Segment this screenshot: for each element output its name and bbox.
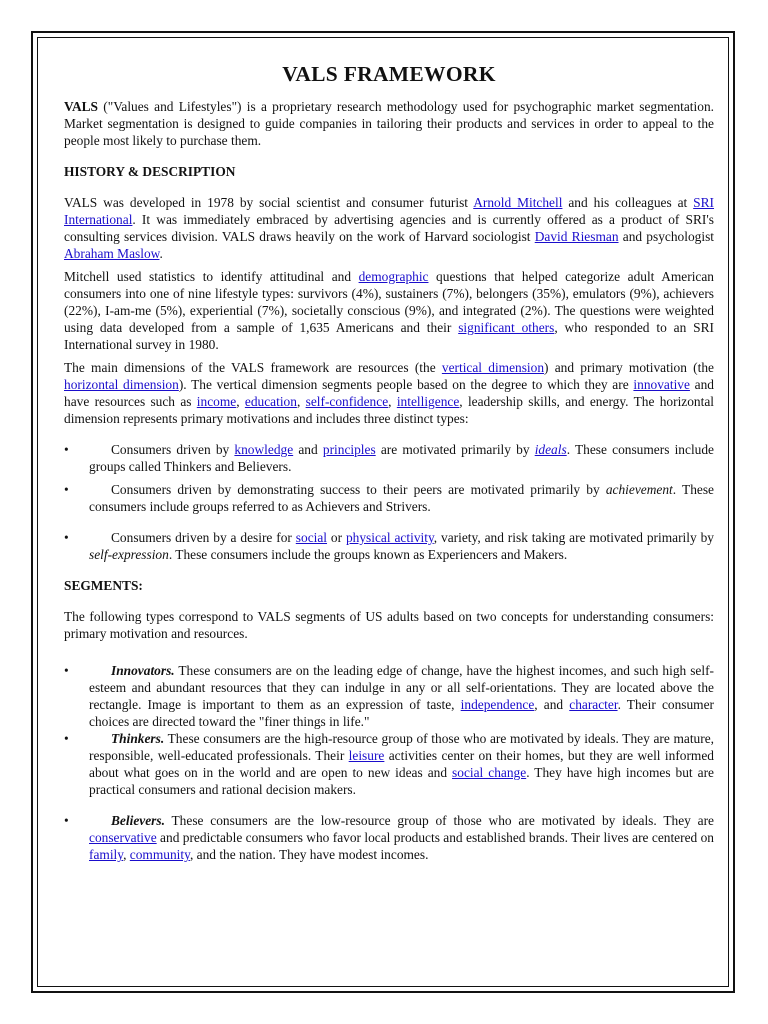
segment-name-innovators: Innovators. xyxy=(111,663,175,678)
link-community[interactable]: community xyxy=(129,847,190,862)
text-run: . These consumers include groups referred to as Achievers and Strivers. xyxy=(89,482,714,514)
text-run: and predictable consumers who favor local products and established brands. Their lives are centered on xyxy=(156,830,714,845)
bullet: • xyxy=(64,530,69,545)
list-item xyxy=(64,441,714,475)
intro-bold-term: VALS xyxy=(64,99,98,114)
link-abraham-maslow[interactable]: Abraham Maslow xyxy=(64,246,160,261)
list-item xyxy=(64,481,714,515)
text-run: These consumers are the low-resource group of those who are motivated by ideals. They are xyxy=(164,813,714,828)
document-title: VALS FRAMEWORK xyxy=(282,62,496,86)
history-paragraph-3 xyxy=(64,359,714,427)
text-run: and psychologist xyxy=(618,229,714,244)
text-run: Consumers driven by a desire for xyxy=(111,530,296,545)
bullet: • xyxy=(64,482,69,497)
text-run: Consumers driven by xyxy=(111,442,235,457)
history-heading: HISTORY & DESCRIPTION xyxy=(64,164,236,179)
link-social[interactable]: social xyxy=(295,530,328,545)
text-run: or xyxy=(327,530,346,545)
text-run: , xyxy=(296,394,306,409)
link-character[interactable]: character xyxy=(569,697,618,712)
segments-intro: The following types correspond to VALS segments of US adults based on two concepts for understanding consumers: primary motivation and resources. xyxy=(64,609,714,641)
text-run: activities center on their homes, but they are well informed about what goes on in the world and are open to new ideas and xyxy=(89,748,714,780)
link-horizontal-dimension[interactable]: horizontal dimension xyxy=(64,377,179,392)
link-education[interactable]: education xyxy=(244,394,297,409)
list-item xyxy=(64,662,714,730)
link-sri-international[interactable]: SRI International xyxy=(64,195,715,227)
text-run: . Their consumer choices are directed toward the "finer things in life." xyxy=(89,697,714,729)
text-run: Mitchell used statistics to identify attitudinal and xyxy=(64,269,359,284)
link-social-change[interactable]: social change xyxy=(452,765,527,780)
text-run: , xyxy=(388,394,397,409)
text-run: . xyxy=(159,246,163,261)
text-run: , leadership skills, and energy. The horizontal dimension represents primary motivations and includes three distinct types: xyxy=(64,394,715,426)
text-run: . These consumers include groups called Thinkers and Believers. xyxy=(89,442,715,474)
document-page xyxy=(64,60,714,863)
emphasis-self-expression: self-expression xyxy=(89,547,169,562)
history-paragraph-1 xyxy=(64,194,714,262)
text-run: The main dimensions of the VALS framework are resources (the xyxy=(64,360,442,375)
text-run: questions that helped categorize adult American consumers into one of nine lifestyle types: survivors (4%), sustainers (7%), belongers (35%), emulators (9%), achievers (22%), I-am-me (5%), experiential (7%), societally conscious (9%), and integrated (2%). The questions were weighted using data developed from a sample of 1,635 Americans and their xyxy=(64,269,714,335)
link-income[interactable]: income xyxy=(196,394,237,409)
text-run: , variety, and risk taking are motivated primarily by xyxy=(433,530,714,545)
text-run: and his colleagues at xyxy=(562,195,694,210)
link-physical-activity[interactable]: physical activity xyxy=(345,530,434,545)
link-innovative[interactable]: innovative xyxy=(633,377,690,392)
text-run: Consumers driven by demonstrating success to their peers are motivated primarily by xyxy=(111,482,606,497)
list-item xyxy=(64,812,714,863)
text-run: , who responded to an SRI International survey in 1980. xyxy=(64,320,714,352)
text-run: VALS was developed in 1978 by social scientist and consumer futurist xyxy=(64,195,474,210)
link-demographic[interactable]: demographic xyxy=(358,269,429,284)
link-family[interactable]: family xyxy=(89,847,124,862)
list-item xyxy=(64,529,714,563)
segments-list xyxy=(64,662,714,863)
link-arnold-mitchell[interactable]: Arnold Mitchell xyxy=(473,195,563,210)
text-run: . These consumers include the groups known as Experiencers and Makers. xyxy=(168,547,568,562)
link-intelligence[interactable]: intelligence xyxy=(396,394,460,409)
link-conservative[interactable]: conservative xyxy=(89,830,157,845)
link-principles[interactable]: principles xyxy=(322,442,376,457)
link-david-riesman[interactable]: David Riesman xyxy=(534,229,619,244)
segments-heading: SEGMENTS: xyxy=(64,578,143,593)
text-run: These consumers are on the leading edge of change, have the highest incomes, and such high self-esteem and abundant resources that they can indulge in any or all self-orientations. They are located above the rectangle. Image is important to them as an expression of taste, xyxy=(89,663,714,712)
text-run: and have resources such as xyxy=(64,377,715,409)
segment-name-believers: Believers. xyxy=(111,813,165,828)
motivation-types-list xyxy=(64,441,714,563)
link-significant-others[interactable]: significant others xyxy=(458,320,555,335)
link-vertical-dimension[interactable]: vertical dimension xyxy=(441,360,545,375)
emphasis-achievement: achievement xyxy=(605,482,673,497)
text-run: , and xyxy=(534,697,570,712)
link-knowledge[interactable]: knowledge xyxy=(234,442,294,457)
text-run: , xyxy=(236,394,245,409)
bullet: • xyxy=(64,442,69,457)
intro-text: ("Values and Lifestyles") is a proprietary research methodology used for psychographic market segmentation. Market segmentation is designed to guide companies in tailoring their products and services in order to appeal to the people most likely to purchase them. xyxy=(64,99,714,148)
text-run: . It was immediately embraced by advertising agencies and is currently offered as a product of SRI's consulting services division. VALS draws heavily on the work of Harvard sociologist xyxy=(64,212,714,244)
text-run: ) and primary motivation (the xyxy=(544,360,714,375)
text-run: ). The vertical dimension segments people based on the degree to which they are xyxy=(178,377,634,392)
list-item xyxy=(64,730,714,798)
text-run: are motivated primarily by xyxy=(375,442,535,457)
text-run: , and the nation. They have modest incomes. xyxy=(189,847,429,862)
link-leisure[interactable]: leisure xyxy=(348,748,385,763)
bullet: • xyxy=(64,731,69,746)
link-self-confidence[interactable]: self-confidence xyxy=(305,394,389,409)
text-run: , xyxy=(123,847,130,862)
link-ideals[interactable]: ideals xyxy=(534,442,567,457)
link-independence[interactable]: independence xyxy=(460,697,535,712)
intro-paragraph xyxy=(64,98,714,149)
segment-name-thinkers: Thinkers. xyxy=(111,731,165,746)
text-run: These consumers are the high-resource group of those who are motivated by ideals. They are mature, responsible, well-educated professionals. Their xyxy=(89,731,714,763)
text-run: and xyxy=(293,442,323,457)
history-paragraph-2 xyxy=(64,268,714,353)
bullet: • xyxy=(64,813,69,828)
bullet: • xyxy=(64,663,69,678)
text-run: . They have high incomes but are practical consumers and rational decision makers. xyxy=(89,765,714,797)
